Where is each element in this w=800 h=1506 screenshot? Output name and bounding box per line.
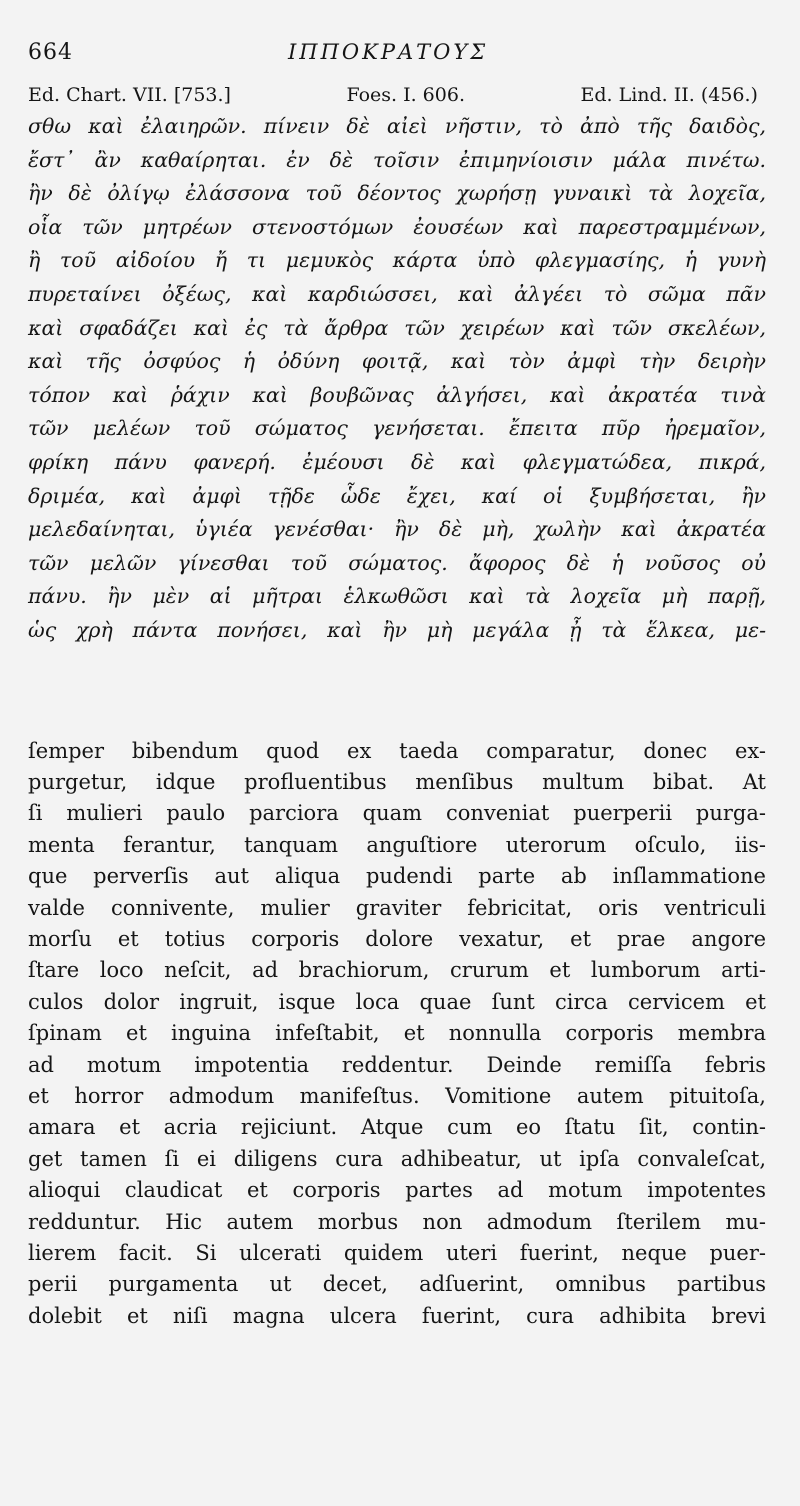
greek-text-line: τῶν μελῶν γίνεσθαι τοῦ σώματος. ἄφορος δὲ ἡ νοῦσος οὐ bbox=[28, 550, 766, 575]
latin-text-line: que perverſis aut aliqua pudendi parte ab inſlammatione bbox=[28, 864, 766, 889]
latin-text-line: perii purgamenta ut decet, adſuerint, omnibus partibus bbox=[28, 1272, 766, 1297]
running-title: ΙΠΠΟΚΡΑΤΟΥΣ bbox=[288, 40, 489, 64]
greek-text-line: καὶ τῆς ὀσφύος ἡ ὀδύνη φοιτᾷ, καὶ τὸν ἀμφὶ τὴν δειρὴν bbox=[28, 349, 766, 374]
latin-text-line: ad motum impotentia reddentur. Deinde remiſſa febris bbox=[28, 1052, 766, 1077]
greek-text-line: ἔστ᾽ ἂν καθαίρηται. ἐν δὲ τοῖσιν ἐπιμηνίοισιν μάλα πινέτω. bbox=[28, 147, 766, 172]
ref-foesius: Foes. I. 606. bbox=[346, 84, 465, 106]
greek-text-line: σθω καὶ ἐλαιηρῶν. πίνειν δὲ αἰεὶ νῆστιν, τὸ ἀπὸ τῆς δαιδὸς, bbox=[28, 114, 766, 138]
greek-text-line: μελεδαίνηται, ὑγιέα γενέσθαι· ἢν δὲ μὴ, χωλὴν καὶ ἀκρατέα bbox=[28, 517, 766, 542]
greek-text-line: τόπον καὶ ῥάχιν καὶ βουβῶνας ἀλγήσει, καὶ ἀκρατέα τινὰ bbox=[28, 382, 766, 407]
latin-text-line: ſi mulieri paulo parciora quam conveniat puerperii purga- bbox=[28, 801, 766, 826]
greek-text-block bbox=[28, 110, 766, 648]
greek-text-line: ἢν δὲ ὀλίγῳ ἐλάσσονα τοῦ δέοντος χωρήσῃ γυναικὶ τὰ λοχεῖα, bbox=[28, 181, 766, 206]
latin-text-line: dolebit et niſi magna ulcera fuerint, cura adhibita brevi bbox=[28, 1303, 766, 1328]
latin-text-line: lierem facit. Si ulcerati quidem uteri fuerint, neque puer- bbox=[28, 1241, 766, 1265]
greek-text-line: φρίκη πάνυ φανερή. ἐμέουσι δὲ καὶ φλεγματώδεα, πικρά, bbox=[28, 449, 766, 474]
latin-text-line: ſemper bibendum quod ex taeda comparatur, donec ex- bbox=[28, 738, 766, 763]
latin-translation-block bbox=[28, 736, 766, 1333]
latin-text-line: ſpinam et inguina infeſtabit, et nonnulla corporis membra bbox=[28, 1021, 766, 1046]
latin-text-line: et horror admodum manifeſtus. Vomitione autem pituitoſa, bbox=[28, 1083, 766, 1108]
page-header bbox=[28, 40, 766, 76]
latin-text-line: culos dolor ingruit, isque loca quae ſunt circa cervicem et bbox=[28, 989, 766, 1014]
latin-text-line: valde connivente, mulier graviter febricitat, oris ventriculi bbox=[28, 895, 766, 920]
latin-text-line: get tamen ſi ei diligens cura adhibeatur, ut ipſa convaleſcat, bbox=[28, 1146, 766, 1171]
ref-chartier: Ed. Chart. VII. [753.] bbox=[28, 84, 231, 106]
latin-text-line: amara et acria rejiciunt. Atque cum eo ſtatu ſit, contin- bbox=[28, 1115, 766, 1140]
greek-text-line: τῶν μελέων τοῦ σώματος γενήσεται. ἔπειτα πῦρ ἠρεμαῖον, bbox=[28, 416, 766, 441]
greek-text-line: δριμέα, καὶ ἀμφὶ τῇδε ὧδε ἔχει, καί οἱ ξυμβήσεται, ἢν bbox=[28, 483, 766, 508]
edition-references bbox=[28, 84, 766, 106]
latin-text-line: alioqui claudicat et corporis partes ad motum impotentes bbox=[28, 1178, 766, 1203]
page-number: 664 bbox=[28, 40, 73, 65]
greek-text-line: πυρεταίνει ὀξέως, καὶ καρδιώσσει, καὶ ἀλγέει τὸ σῶμα πᾶν bbox=[28, 281, 766, 306]
latin-text-line: ſtare loco neſcit, ad brachiorum, crurum et lumborum arti- bbox=[28, 958, 766, 983]
latin-text-line: menta ferantur, tanquam anguſtiore uterorum oſculo, iis- bbox=[28, 832, 766, 857]
greek-text-line: ἢ τοῦ αἰδοίου ἤ τι μεμυκὸς κάρτα ὑπὸ φλεγμασίης, ἡ γυνὴ bbox=[28, 248, 766, 273]
greek-text-line: πάνυ. ἢν μὲν αἱ μῆτραι ἑλκωθῶσι καὶ τὰ λοχεῖα μὴ παρῇ, bbox=[28, 584, 766, 609]
latin-text-line: morſu et totius corporis dolore vexatur, et prae angore bbox=[28, 926, 766, 951]
greek-text-line: οἷα τῶν μητρέων στενοστόμων ἐουσέων καὶ παρεστραμμένων, bbox=[28, 214, 766, 239]
ref-linden: Ed. Lind. II. (456.) bbox=[580, 84, 758, 106]
latin-text-line: purgetur, idque profluentibus menſibus multum bibat. At bbox=[28, 769, 766, 794]
greek-text-line: ὡς χρὴ πάντα πονήσει, καὶ ἢν μὴ μεγάλα ᾖ τὰ ἕλκεα, με- bbox=[28, 617, 766, 642]
latin-text-line: redduntur. Hic autem morbus non admodum ſterilem mu- bbox=[28, 1209, 766, 1234]
greek-text-line: καὶ σφαδάζει καὶ ἐς τὰ ἄρθρα τῶν χειρέων καὶ τῶν σκελέων, bbox=[28, 315, 766, 340]
